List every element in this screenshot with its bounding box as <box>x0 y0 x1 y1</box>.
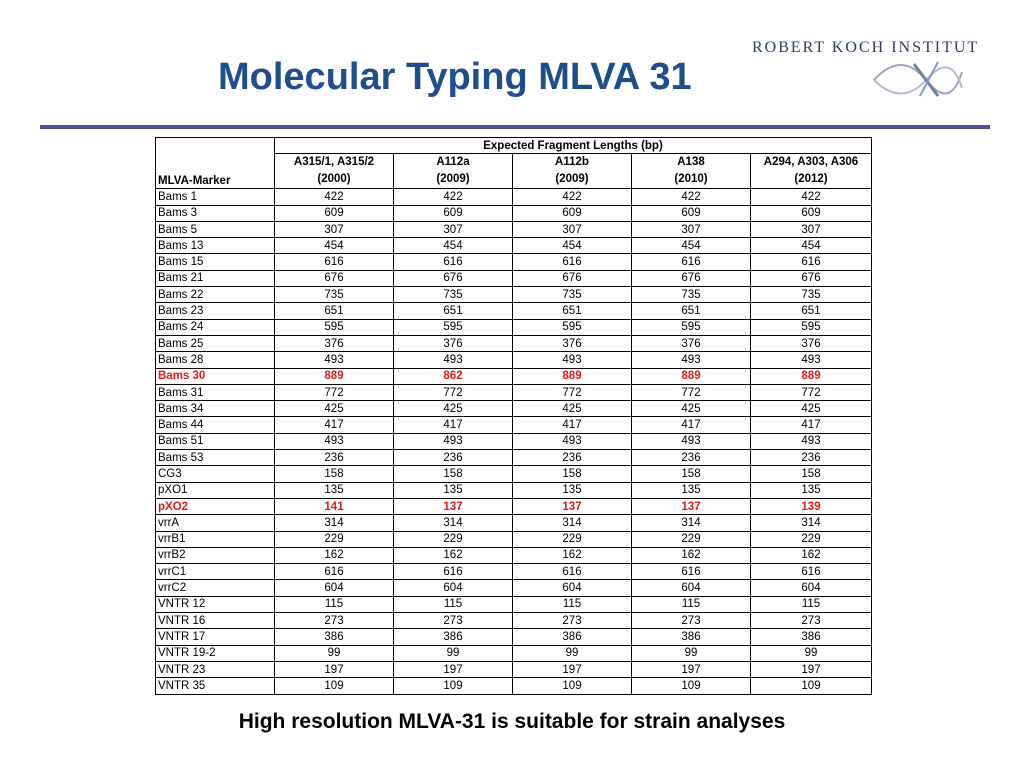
marker-cell: vrrC2 <box>156 580 275 596</box>
fragment-length-cell: 604 <box>275 580 394 596</box>
fragment-length-cell: 651 <box>394 303 513 319</box>
strain-year: (2009) <box>436 173 470 186</box>
table-row <box>156 205 872 221</box>
fragment-length-cell: 454 <box>394 238 513 254</box>
fragment-length-cell: 422 <box>513 189 632 205</box>
fragment-length-cell: 135 <box>632 482 751 498</box>
fragment-length-cell: 676 <box>513 270 632 286</box>
fragment-length-cell: 609 <box>513 205 632 221</box>
table-group-header-row <box>156 138 872 154</box>
fragment-length-cell: 616 <box>751 564 872 580</box>
fragment-length-cell: 425 <box>513 401 632 417</box>
fragment-length-cell: 604 <box>513 580 632 596</box>
fragment-length-cell: 109 <box>632 678 751 694</box>
marker-cell: vrrB1 <box>156 531 275 547</box>
fragment-length-cell: 139 <box>751 498 872 514</box>
table-row <box>156 189 872 205</box>
fragment-length-cell: 422 <box>394 189 513 205</box>
fragment-length-cell: 99 <box>632 645 751 661</box>
fragment-length-cell: 137 <box>513 498 632 514</box>
table-row <box>156 580 872 596</box>
table-row <box>156 270 872 286</box>
fragment-length-cell: 772 <box>513 384 632 400</box>
fragment-length-cell: 314 <box>632 515 751 531</box>
fragment-length-cell: 493 <box>394 352 513 368</box>
table-row <box>156 417 872 433</box>
fragment-length-cell: 425 <box>394 401 513 417</box>
logo-wordmark: ROBERT KOCH INSTITUT <box>752 39 980 56</box>
fragment-length-cell: 676 <box>394 270 513 286</box>
fragment-length-cell: 651 <box>513 303 632 319</box>
fragment-length-cell: 616 <box>513 254 632 270</box>
marker-cell: VNTR 16 <box>156 613 275 629</box>
fragment-length-cell: 493 <box>513 433 632 449</box>
table-row <box>156 498 872 514</box>
table-row <box>156 433 872 449</box>
strain-column-header <box>275 154 394 189</box>
marker-cell: Bams 15 <box>156 254 275 270</box>
header-divider <box>40 125 990 129</box>
fragment-length-cell: 595 <box>394 319 513 335</box>
strain-year: (2009) <box>555 173 589 186</box>
fragment-length-cell: 604 <box>394 580 513 596</box>
table-row <box>156 531 872 547</box>
fragment-length-cell: 229 <box>394 531 513 547</box>
marker-cell: vrrA <box>156 515 275 531</box>
fragment-length-cell: 651 <box>275 303 394 319</box>
fragment-length-cell: 772 <box>394 384 513 400</box>
table-row <box>156 303 872 319</box>
fragment-length-cell: 422 <box>275 189 394 205</box>
strain-name: A138 <box>677 156 705 169</box>
fragment-length-cell: 273 <box>751 613 872 629</box>
marker-cell: pXO2 <box>156 498 275 514</box>
fragment-length-cell: 493 <box>394 433 513 449</box>
table-row <box>156 661 872 677</box>
marker-cell: vrrB2 <box>156 547 275 563</box>
marker-cell: Bams 25 <box>156 335 275 351</box>
fragment-length-cell: 197 <box>275 661 394 677</box>
fragment-length-cell: 417 <box>513 417 632 433</box>
fragment-length-cell: 273 <box>275 613 394 629</box>
fragment-length-cell: 616 <box>513 564 632 580</box>
fragment-length-cell: 141 <box>275 498 394 514</box>
strain-name: A294, A303, A306 <box>763 156 859 169</box>
fragment-length-cell: 236 <box>275 450 394 466</box>
fragment-length-cell: 162 <box>632 547 751 563</box>
fragment-length-cell: 889 <box>513 368 632 384</box>
fragment-length-cell: 735 <box>394 287 513 303</box>
fragment-length-cell: 376 <box>275 335 394 351</box>
dna-helix-icon <box>870 58 965 100</box>
fragment-length-cell: 273 <box>632 613 751 629</box>
fragment-length-cell: 376 <box>751 335 872 351</box>
fragment-length-cell: 676 <box>275 270 394 286</box>
fragment-length-cell: 197 <box>632 661 751 677</box>
fragment-length-cell: 417 <box>751 417 872 433</box>
fragment-length-cell: 135 <box>394 482 513 498</box>
marker-cell: Bams 28 <box>156 352 275 368</box>
fragment-length-cell: 376 <box>513 335 632 351</box>
table-row <box>156 547 872 563</box>
fragment-length-cell: 604 <box>751 580 872 596</box>
strain-year: (2010) <box>674 173 708 186</box>
fragment-length-cell: 229 <box>275 531 394 547</box>
marker-cell: Bams 23 <box>156 303 275 319</box>
fragment-length-cell: 99 <box>751 645 872 661</box>
slide-footer: High resolution MLVA-31 is suitable for strain analyses <box>238 710 786 733</box>
fragment-length-cell: 609 <box>751 205 872 221</box>
fragment-length-cell: 772 <box>632 384 751 400</box>
fragment-length-cell: 595 <box>275 319 394 335</box>
fragment-length-cell: 616 <box>394 254 513 270</box>
table-row <box>156 466 872 482</box>
fragment-length-cell: 314 <box>394 515 513 531</box>
marker-cell: Bams 3 <box>156 205 275 221</box>
slide-title: Molecular Typing MLVA 31 <box>218 56 692 98</box>
fragment-length-cell: 162 <box>275 547 394 563</box>
fragment-length-cell: 735 <box>513 287 632 303</box>
fragment-length-cell: 197 <box>751 661 872 677</box>
fragment-length-cell: 376 <box>632 335 751 351</box>
table-row <box>156 629 872 645</box>
fragment-length-cell: 454 <box>751 238 872 254</box>
fragment-length-cell: 197 <box>394 661 513 677</box>
marker-cell: Bams 13 <box>156 238 275 254</box>
table-row <box>156 564 872 580</box>
fragment-length-cell: 162 <box>394 547 513 563</box>
strain-column-header <box>632 154 751 189</box>
fragment-length-cell: 99 <box>513 645 632 661</box>
fragment-length-cell: 115 <box>394 596 513 612</box>
fragment-length-cell: 236 <box>632 450 751 466</box>
table-row <box>156 401 872 417</box>
fragment-length-cell: 158 <box>751 466 872 482</box>
table-corner-cell <box>156 138 275 154</box>
fragment-length-cell: 137 <box>632 498 751 514</box>
fragment-length-cell: 595 <box>513 319 632 335</box>
fragment-length-cell: 314 <box>751 515 872 531</box>
table-row <box>156 645 872 661</box>
strain-year: (2012) <box>794 173 828 186</box>
fragment-length-cell: 417 <box>394 417 513 433</box>
fragment-length-cell: 135 <box>751 482 872 498</box>
fragment-length-cell: 595 <box>751 319 872 335</box>
fragment-length-cell: 307 <box>632 221 751 237</box>
table-row <box>156 238 872 254</box>
fragment-length-cell: 115 <box>513 596 632 612</box>
fragment-length-cell: 417 <box>632 417 751 433</box>
marker-cell: VNTR 35 <box>156 678 275 694</box>
fragment-length-cell: 889 <box>275 368 394 384</box>
fragment-length-cell: 376 <box>394 335 513 351</box>
fragment-length-cell: 109 <box>513 678 632 694</box>
marker-cell: Bams 44 <box>156 417 275 433</box>
fragment-length-cell: 493 <box>751 352 872 368</box>
fragment-lengths-table <box>155 137 872 695</box>
fragment-length-cell: 99 <box>394 645 513 661</box>
table-body <box>156 189 872 694</box>
fragment-length-cell: 422 <box>632 189 751 205</box>
strain-name: A112b <box>555 156 589 169</box>
table-row <box>156 515 872 531</box>
marker-cell: Bams 22 <box>156 287 275 303</box>
marker-cell: Bams 5 <box>156 221 275 237</box>
fragment-length-cell: 454 <box>513 238 632 254</box>
fragment-length-cell: 425 <box>751 401 872 417</box>
fragment-length-cell: 454 <box>632 238 751 254</box>
fragment-length-cell: 493 <box>751 433 872 449</box>
marker-cell: vrrC1 <box>156 564 275 580</box>
fragment-length-cell: 616 <box>632 564 751 580</box>
fragment-length-cell: 772 <box>751 384 872 400</box>
fragment-length-cell: 158 <box>513 466 632 482</box>
fragment-length-cell: 229 <box>751 531 872 547</box>
fragment-length-cell: 493 <box>632 433 751 449</box>
fragment-length-cell: 454 <box>275 238 394 254</box>
marker-column-header: MLVA-Marker <box>156 154 275 189</box>
fragment-length-cell: 616 <box>751 254 872 270</box>
marker-cell: VNTR 23 <box>156 661 275 677</box>
fragment-length-cell: 676 <box>632 270 751 286</box>
table-row <box>156 596 872 612</box>
marker-cell: VNTR 19-2 <box>156 645 275 661</box>
strain-name: A315/1, A315/2 <box>293 156 375 169</box>
fragment-length-cell: 115 <box>632 596 751 612</box>
fragment-length-cell: 307 <box>275 221 394 237</box>
marker-cell: Bams 30 <box>156 368 275 384</box>
fragment-length-cell: 135 <box>513 482 632 498</box>
fragment-length-cell: 115 <box>751 596 872 612</box>
fragment-length-cell: 616 <box>275 564 394 580</box>
fragment-length-cell: 158 <box>632 466 751 482</box>
marker-cell: Bams 51 <box>156 433 275 449</box>
fragment-length-cell: 417 <box>275 417 394 433</box>
fragment-length-cell: 735 <box>632 287 751 303</box>
fragment-length-cell: 314 <box>275 515 394 531</box>
fragment-length-cell: 109 <box>275 678 394 694</box>
fragment-length-cell: 493 <box>275 433 394 449</box>
marker-cell: Bams 21 <box>156 270 275 286</box>
fragment-length-cell: 425 <box>632 401 751 417</box>
fragment-length-cell: 273 <box>513 613 632 629</box>
fragment-length-cell: 158 <box>275 466 394 482</box>
strain-year: (2000) <box>317 173 351 186</box>
fragment-length-cell: 493 <box>632 352 751 368</box>
strain-column-header <box>513 154 632 189</box>
fragment-length-cell: 314 <box>513 515 632 531</box>
fragment-length-cell: 609 <box>394 205 513 221</box>
fragment-length-cell: 236 <box>394 450 513 466</box>
fragment-length-cell: 137 <box>394 498 513 514</box>
fragment-length-cell: 609 <box>275 205 394 221</box>
strain-column-header <box>751 154 872 189</box>
table-row <box>156 287 872 303</box>
table-row <box>156 335 872 351</box>
table-row <box>156 352 872 368</box>
fragment-length-cell: 386 <box>751 629 872 645</box>
fragment-length-cell: 115 <box>275 596 394 612</box>
fragment-length-cell: 229 <box>632 531 751 547</box>
fragment-length-cell: 616 <box>275 254 394 270</box>
table-row <box>156 319 872 335</box>
fragment-length-cell: 273 <box>394 613 513 629</box>
fragment-length-cell: 229 <box>513 531 632 547</box>
fragment-length-cell: 676 <box>751 270 872 286</box>
fragment-length-cell: 386 <box>394 629 513 645</box>
table-row <box>156 254 872 270</box>
table-row <box>156 384 872 400</box>
fragment-length-cell: 162 <box>513 547 632 563</box>
fragment-length-cell: 862 <box>394 368 513 384</box>
fragment-length-cell: 735 <box>275 287 394 303</box>
fragment-length-cell: 422 <box>751 189 872 205</box>
fragment-length-cell: 158 <box>394 466 513 482</box>
fragment-length-cell: 604 <box>632 580 751 596</box>
fragment-length-cell: 616 <box>394 564 513 580</box>
marker-cell: CG3 <box>156 466 275 482</box>
table-column-header-row <box>156 154 872 189</box>
fragment-length-cell: 425 <box>275 401 394 417</box>
fragment-length-cell: 236 <box>513 450 632 466</box>
fragment-length-cell: 386 <box>632 629 751 645</box>
fragment-length-cell: 609 <box>632 205 751 221</box>
fragment-length-cell: 109 <box>394 678 513 694</box>
table-row <box>156 368 872 384</box>
fragment-length-cell: 307 <box>394 221 513 237</box>
fragment-length-cell: 616 <box>632 254 751 270</box>
fragment-length-cell: 772 <box>275 384 394 400</box>
fragment-length-cell: 99 <box>275 645 394 661</box>
table-row <box>156 613 872 629</box>
fragment-length-cell: 651 <box>632 303 751 319</box>
fragment-length-cell: 493 <box>275 352 394 368</box>
robert-koch-institut-logo <box>752 40 982 104</box>
fragment-length-cell: 162 <box>751 547 872 563</box>
group-header: Expected Fragment Lengths (bp) <box>275 138 872 154</box>
fragment-length-cell: 386 <box>275 629 394 645</box>
marker-cell: Bams 24 <box>156 319 275 335</box>
fragment-length-cell: 889 <box>632 368 751 384</box>
strain-name: A112a <box>436 156 470 169</box>
table-row <box>156 221 872 237</box>
fragment-length-cell: 889 <box>751 368 872 384</box>
strain-column-header <box>394 154 513 189</box>
fragment-length-cell: 135 <box>275 482 394 498</box>
fragment-length-cell: 307 <box>751 221 872 237</box>
fragment-length-cell: 493 <box>513 352 632 368</box>
table-row <box>156 450 872 466</box>
fragment-length-cell: 651 <box>751 303 872 319</box>
marker-cell: Bams 1 <box>156 189 275 205</box>
fragment-length-cell: 307 <box>513 221 632 237</box>
marker-cell: VNTR 12 <box>156 596 275 612</box>
marker-cell: VNTR 17 <box>156 629 275 645</box>
marker-cell: Bams 34 <box>156 401 275 417</box>
table-row <box>156 678 872 694</box>
fragment-length-cell: 197 <box>513 661 632 677</box>
fragment-length-cell: 735 <box>751 287 872 303</box>
fragment-length-cell: 109 <box>751 678 872 694</box>
fragment-length-cell: 595 <box>632 319 751 335</box>
marker-cell: Bams 31 <box>156 384 275 400</box>
fragment-length-cell: 236 <box>751 450 872 466</box>
marker-cell: Bams 53 <box>156 450 275 466</box>
fragment-length-cell: 386 <box>513 629 632 645</box>
marker-cell: pXO1 <box>156 482 275 498</box>
table-row <box>156 482 872 498</box>
